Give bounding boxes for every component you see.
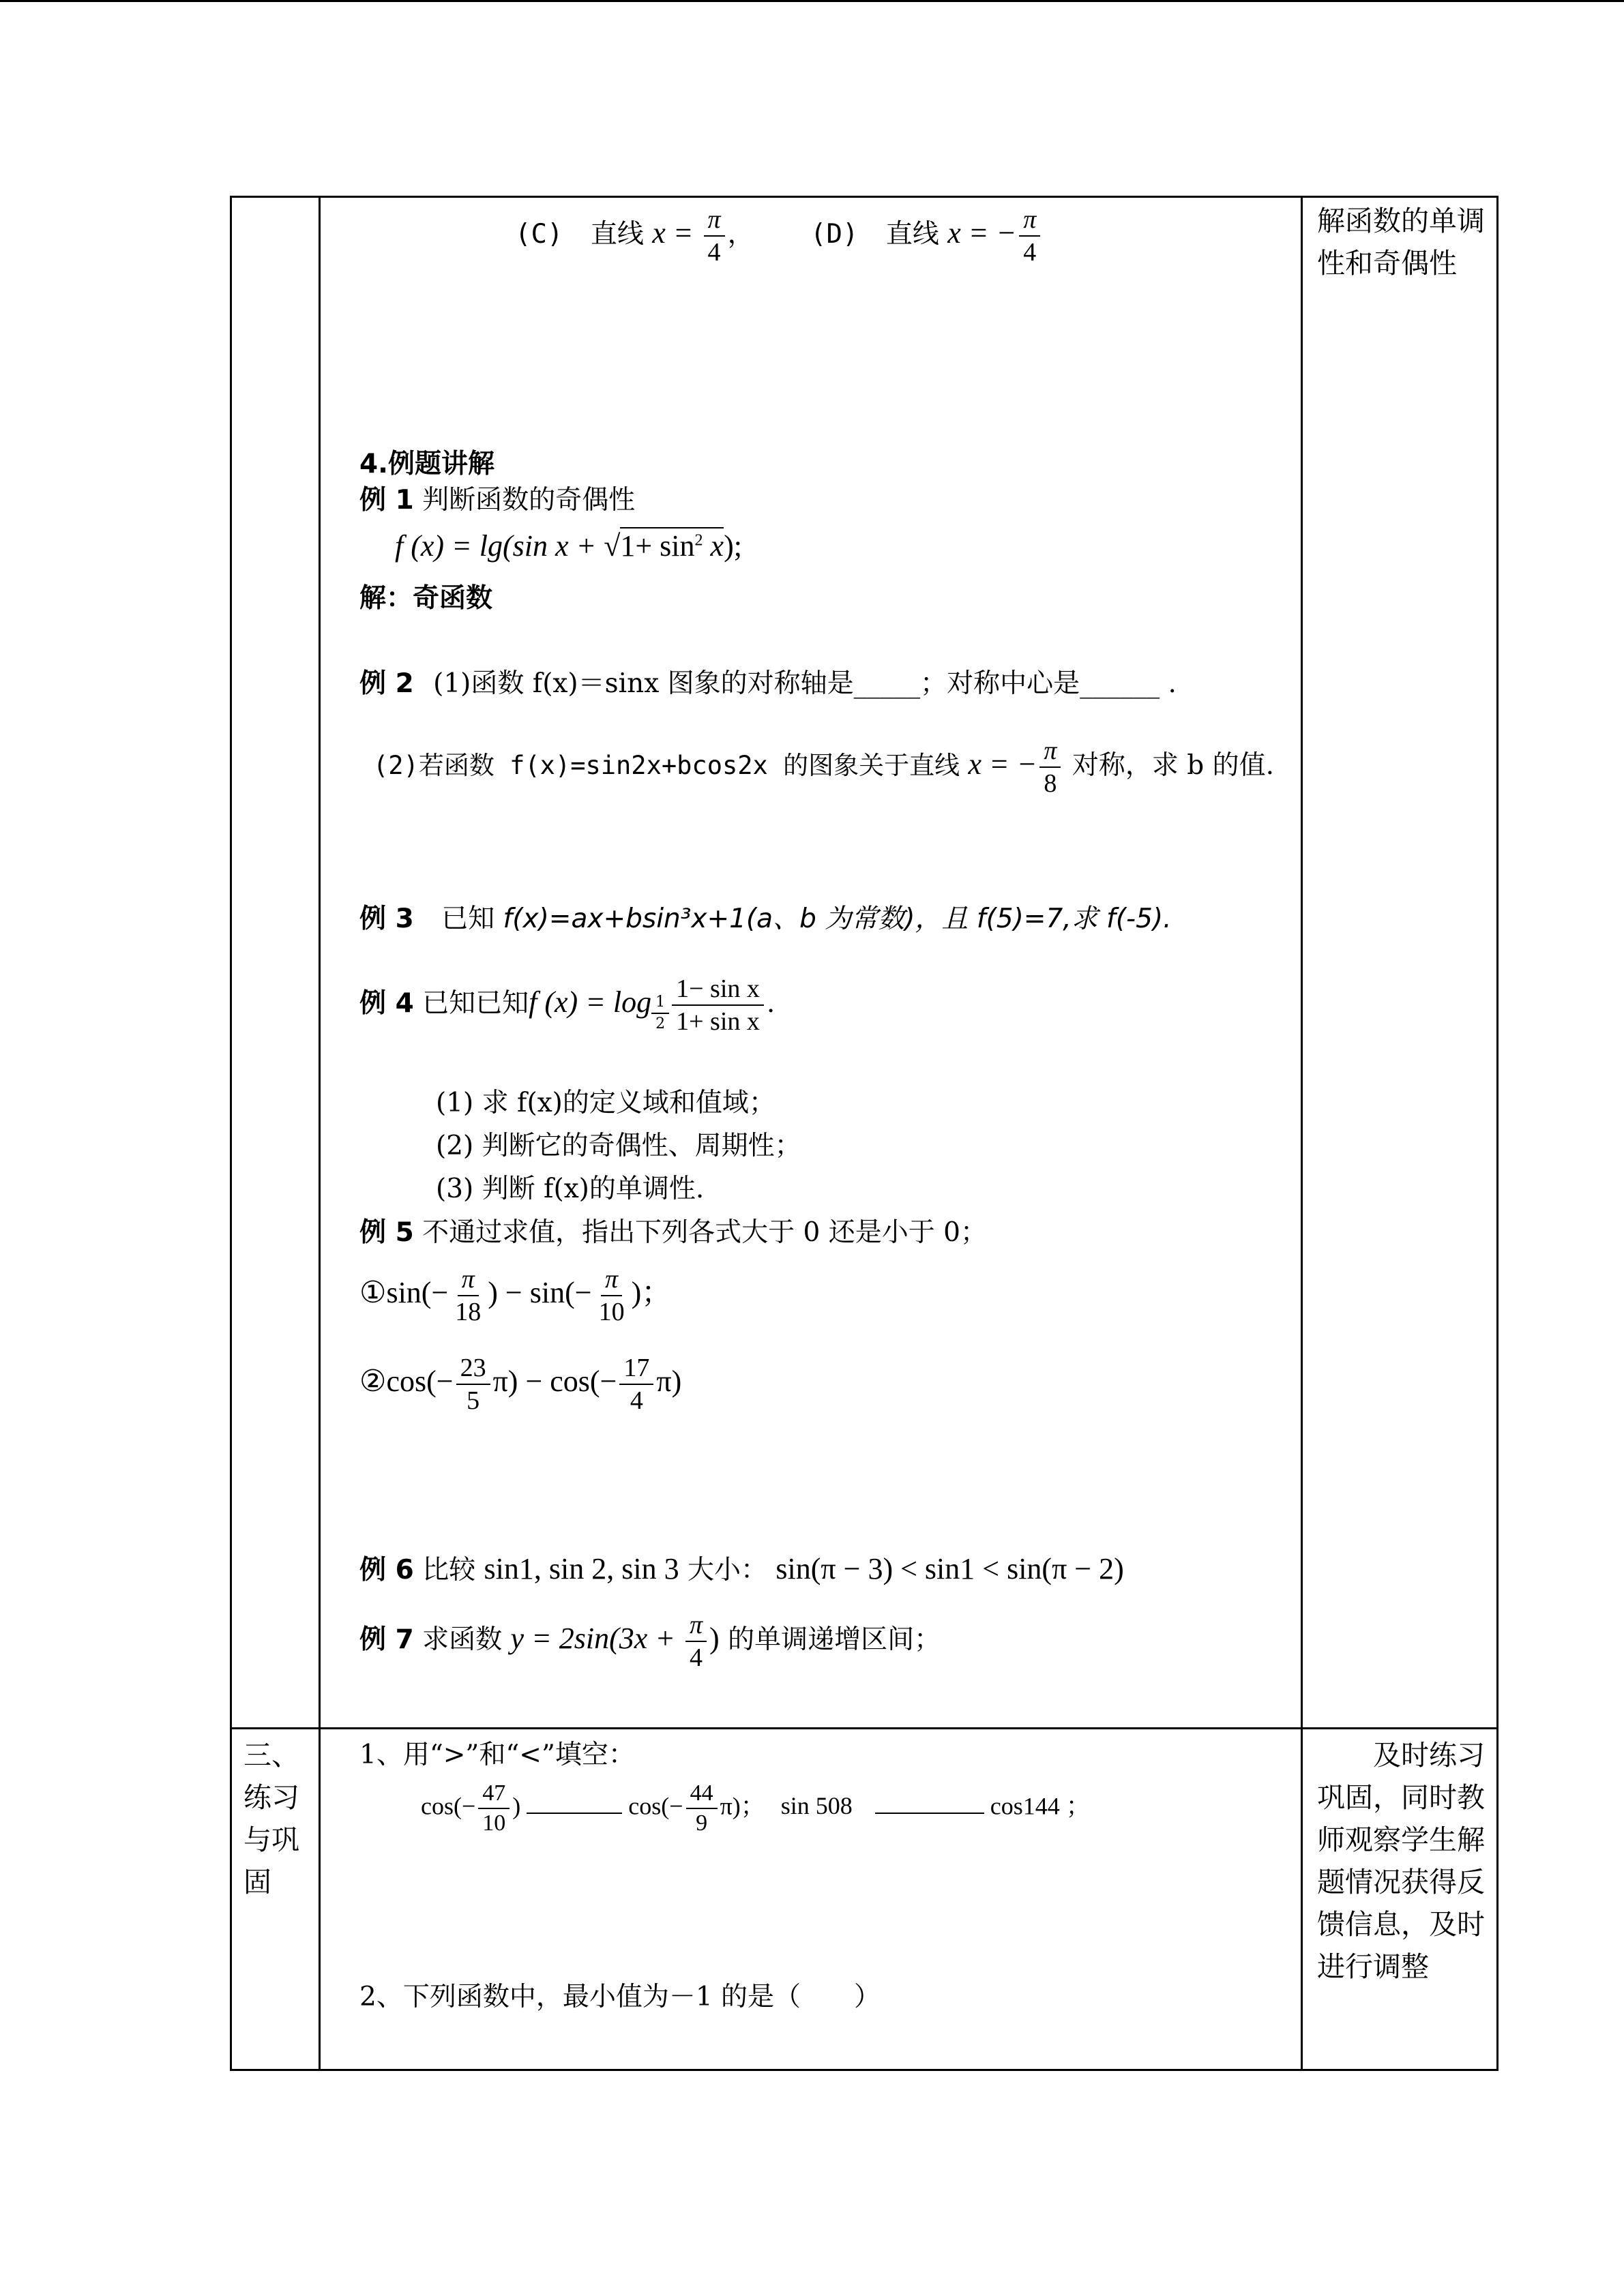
page-top-border bbox=[0, 0, 1624, 2]
example-1-formula: f (x) = lg(sin $x + √1+ \sin^2 x$); bbox=[395, 527, 742, 563]
example-3: 例 3 已知 f(x)=ax+bsin³x+1(a、b 为常数)，且 f(5)=7,求 f(-5). bbox=[359, 904, 1172, 934]
row-label-practice: 三、练习与巩固 bbox=[243, 1739, 299, 1898]
column-divider-1 bbox=[319, 196, 321, 2071]
lesson-table bbox=[230, 196, 1498, 2071]
example-4-item-2: (2) 判断它的奇偶性、周期性； bbox=[436, 1131, 801, 1161]
side-note-1: 解函数的单调性和奇偶性 bbox=[1317, 205, 1485, 280]
example-5: 例 5 不通过求值，指出下列各式大于 0 还是小于 0； bbox=[359, 1217, 987, 1248]
example-1: 例 1 判断函数的奇偶性 bbox=[359, 485, 636, 516]
practice-question-2: 2、下列函数中，最小值为－1 的是（ ） bbox=[359, 1982, 881, 2012]
table-right-border bbox=[1496, 196, 1498, 2071]
answer-blank-2[interactable] bbox=[875, 1813, 984, 1814]
side-note-2: 及时练习巩固，同时教师观察学生解题情况获得反馈信息，及时进行调整 bbox=[1317, 1739, 1485, 1983]
column-divider-2 bbox=[1301, 196, 1303, 2071]
example-4-item-3: (3) 判断 f(x)的单调性. bbox=[436, 1174, 705, 1204]
answer-blank-1[interactable] bbox=[527, 1813, 622, 1814]
example-2-part-2: (2)若函数 f(x)=sin2x+bcos2x 的图象关于直线 x = − $\frac{\pi}{8}$ 对称，求 b 的值. bbox=[373, 736, 1275, 798]
example-5-formula-1: ①sin(− $\frac{\pi}{18}$ ) − sin(− $\frac{\pi}{10}$ )； bbox=[359, 1265, 672, 1326]
examples-cell bbox=[332, 196, 1294, 1727]
example-6: 例 6 比较 sin1, sin 2, sin 3 大小： sin(π − 3) < sin1 < sin(π − 2) bbox=[359, 1552, 1124, 1585]
example-4: 例 4 已知已知f (x) = log $_{\frac{1}{2}}$ $\frac{\text{1− sin x}}{\text{1+ sin x}}$ . bbox=[359, 974, 776, 1036]
table-bottom-border bbox=[230, 2069, 1498, 2071]
practice-question-1-formulas: cos(− $\frac{47}{10}$ ) cos(− $\frac{44}{9}$ π)； sin 508 cos144 ； bbox=[421, 1780, 1091, 1836]
example-5-formula-2: ②cos(− $\frac{23}{5}$ π) − cos(− $\frac{17}{4}$ π) bbox=[359, 1354, 682, 1415]
practice-question-1: 1、用“>”和“<”填空： bbox=[359, 1740, 635, 1770]
example-4-item-1: (1) 求 f(x)的定义域和值域； bbox=[436, 1088, 776, 1118]
option-c: (C) 直线 x = $\frac{\pi}{4}$ ， (D) 直线 x = − $\frac{\pi}{4}$ bbox=[515, 207, 1043, 265]
practice-cell bbox=[332, 1727, 1294, 2068]
table-left-border bbox=[230, 196, 232, 2071]
section-title: 4.例题讲解 bbox=[359, 449, 494, 479]
example-7: 例 7 求函数 y = 2sin(3x + $\frac{\pi}{4}$ ) 的单调递增区间； bbox=[359, 1611, 941, 1672]
example-1-answer: 解：奇函数 bbox=[359, 583, 493, 614]
example-2-part-1: 例 2 (1)函数 f(x)＝sinx 图象的对称轴是_____；对称中心是______ . bbox=[359, 668, 1177, 699]
